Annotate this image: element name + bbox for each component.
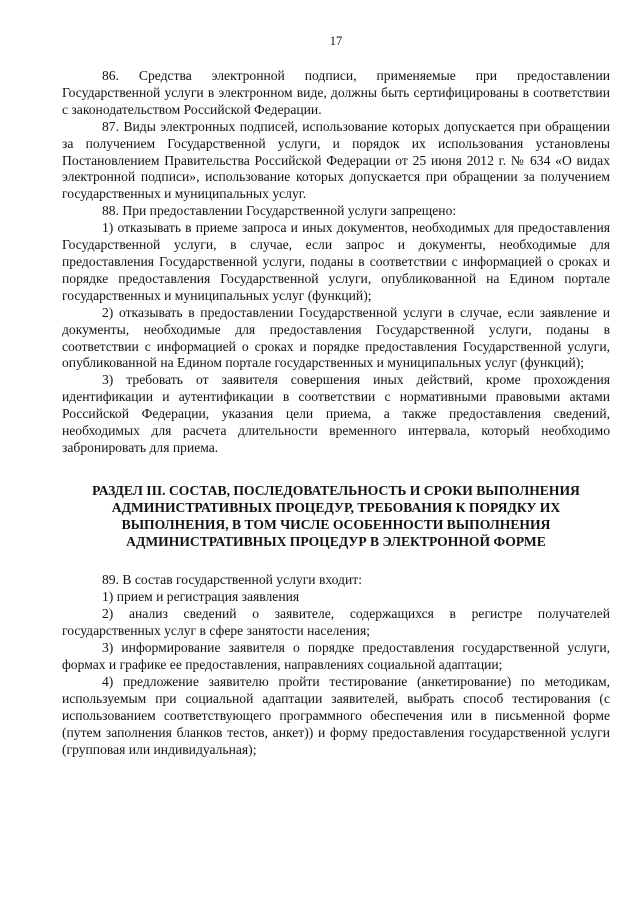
paragraph-88-item-3: 3) требовать от заявителя совершения иных действий, кроме прохождения идентификации и аутентификации в соответствии с нормативными правовыми актами Российской Федерации, указания цели приема, а также предоставления сведений, необходимых для расчета длительности временного интервала, который необходимо забронировать для приема. [62,372,610,455]
section-title: РАЗДЕЛ III. СОСТАВ, ПОСЛЕДОВАТЕЛЬНОСТЬ И СРОКИ ВЫПОЛНЕНИЯ АДМИНИСТРАТИВНЫХ ПРОЦЕДУР, ТРЕБОВАНИЯ К ПОРЯДКУ ИХ ВЫПОЛНЕНИЯ, В ТОМ ЧИСЛЕ ОСОБЕННОСТИ ВЫПОЛНЕНИЯ АДМИНИСТРАТИВНЫХ ПРОЦЕДУР В ЭЛЕКТРОННОЙ ФОРМЕ [92,482,580,549]
page-number: 17 [329,34,343,48]
paragraph-87: 87. Виды электронных подписей, использование которых допускается при обращении за получением Государственной услуги, и порядок их использования установлены Постановлением Правительства Российской Федерации от 25 июня 2012 г. № 634 «О видах электронной подписи», использование которых допускается при обращении за получением государственных и муниципальных услуг. [62,118,610,202]
paragraph-88: 88. При предоставлении Государственной услуги запрещено: [102,203,457,219]
paragraph-88-item-2: 2) отказывать в предоставлении Государственной услуги в случае, если заявление и документы, необходимые для предоставления Государственной услуги, поданы в соответствии с информацией о сроках и порядке предоставления Государственной услуги, опубликованной на Едином портале государственных и муниципальных услуг (функций); [62,304,610,371]
paragraph-89-item-2: 2) анализ сведений о заявителе, содержащихся в регистре получателей государственных услуг в сфере занятости населения; [62,606,610,639]
paragraph-89-item-1: 1) прием и регистрация заявления [102,589,300,605]
paragraph-89-item-4: 4) предложение заявителю пройти тестирование (анкетирование) по методикам, используемым при социальной адаптации заявителей, выбрать способ тестирования (с использованием соответствующего программного обеспечения или в письменной форме (путем заполнения бланков тестов, анкет)) и форму предоставления государственной услуги (групповая или индивидуальная); [62,673,610,757]
paragraph-86: 86. Средства электронной подписи, применяемые при предоставлении Государственной услуги в электронном виде, должны быть сертифицированы в соответствии с законодательством Российской Федерации. [62,68,610,117]
paragraph-88-item-1: 1) отказывать в приеме запроса и иных документов, необходимых для предоставления Государственной услуги, в случае, если запрос и документы, необходимые для предоставления Государственной услуги, поданы в соответствии с информацией о сроках и порядке предоставления Государственной услуги, опубликованной на Едином портале государственных и муниципальных услуг (функций); [62,220,610,303]
paragraph-89-item-3: 3) информирование заявителя о порядке предоставления государственной услуги, формах и графике ее предоставления, направлениях социальной адаптации; [62,640,610,672]
paragraph-89: 89. В состав государственной услуги входит: [102,572,362,588]
document-body [62,68,610,758]
